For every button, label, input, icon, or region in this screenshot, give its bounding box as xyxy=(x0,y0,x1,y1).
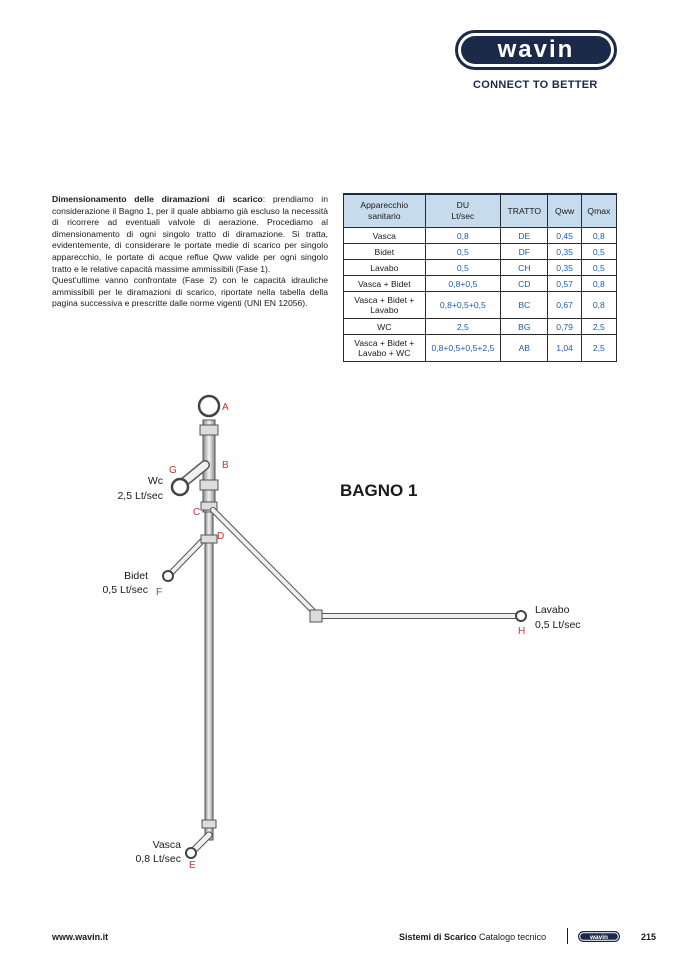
pipe-network xyxy=(163,396,526,858)
col-header-apparecchio: Apparecchio sanitario xyxy=(344,194,426,228)
table-row xyxy=(344,244,617,260)
cell-apparecchio: WC xyxy=(344,319,426,335)
fitting xyxy=(201,535,217,543)
point-label-c: C xyxy=(193,507,201,518)
footer-title: Sistemi di Scarico Catalogo tecnico xyxy=(399,932,547,942)
cell-apparecchio: Vasca + Bidet xyxy=(344,276,426,292)
opening-a xyxy=(199,396,219,416)
vasca-label: Vasca xyxy=(152,839,181,851)
point-label-a: A xyxy=(222,402,229,413)
bidet-label: Bidet xyxy=(124,570,148,582)
col-header-qww: Qww xyxy=(548,194,581,228)
opening-lavabo xyxy=(516,611,526,621)
page-number: 215 xyxy=(641,932,657,942)
wc-label: Wc xyxy=(147,475,163,487)
opening-bidet xyxy=(163,571,173,581)
cell-du: 0,5 xyxy=(425,260,501,276)
table-row xyxy=(344,276,617,292)
cell-tratto: BG xyxy=(501,319,548,335)
svg-text:wavin: wavin xyxy=(589,933,609,941)
table-row xyxy=(344,260,617,276)
cell-tratto: CH xyxy=(501,260,548,276)
point-label-h: H xyxy=(518,626,526,637)
sizing-table xyxy=(343,193,617,362)
cell-qww: 0,35 xyxy=(548,260,581,276)
bidet-flow: 0,5 Lt/sec xyxy=(102,584,148,596)
cell-apparecchio: Vasca xyxy=(344,228,426,244)
lavabo-label: Lavabo xyxy=(535,604,570,616)
fixture-labels xyxy=(102,475,580,865)
vasca-flow: 0,8 Lt/sec xyxy=(135,853,181,865)
table-row xyxy=(344,228,617,244)
table-header-row xyxy=(344,194,617,228)
cell-du: 0,8+0,5 xyxy=(425,276,501,292)
fitting xyxy=(202,820,216,828)
cell-qmax: 0,8 xyxy=(581,228,616,244)
cell-du: 0,5 xyxy=(425,244,501,260)
point-label-g: G xyxy=(169,465,177,476)
cell-qmax: 2,5 xyxy=(581,335,616,362)
col-header-tratto: TRATTO xyxy=(501,194,548,228)
cell-qmax: 0,5 xyxy=(581,244,616,260)
table-row xyxy=(344,292,617,319)
cell-du: 0,8 xyxy=(425,228,501,244)
opening-vasca xyxy=(186,848,196,858)
cell-qmax: 0,8 xyxy=(581,292,616,319)
table-body xyxy=(344,228,617,362)
cell-tratto: CD xyxy=(501,276,548,292)
table-row xyxy=(344,319,617,335)
bagno-1-diagram xyxy=(0,380,678,880)
footer-wavin-logo xyxy=(578,931,620,942)
cell-apparecchio: Vasca + Bidet + Lavabo xyxy=(344,292,426,319)
cell-du: 0,8+0,5+0,5 xyxy=(425,292,501,319)
stack-collar xyxy=(200,480,218,490)
cell-qmax: 2,5 xyxy=(581,319,616,335)
cell-tratto: DF xyxy=(501,244,548,260)
cell-du: 0,8+0,5+0,5+2,5 xyxy=(425,335,501,362)
cell-qmax: 0,8 xyxy=(581,276,616,292)
tagline: CONNECT TO BETTER xyxy=(473,79,598,91)
pipe-riser xyxy=(205,510,213,840)
cell-tratto: AB xyxy=(501,335,548,362)
cell-qww: 0,67 xyxy=(548,292,581,319)
cell-qww: 0,79 xyxy=(548,319,581,335)
cell-qww: 0,45 xyxy=(548,228,581,244)
fitting xyxy=(310,610,322,622)
cell-qww: 0,57 xyxy=(548,276,581,292)
lavabo-flow: 0,5 Lt/sec xyxy=(535,619,581,631)
footer-divider xyxy=(567,928,568,944)
point-label-d: D xyxy=(217,531,225,542)
svg-text:wavin: wavin xyxy=(497,36,575,63)
intro-paragraph-1: : prendiamo in considerazione il Bagno 1, per il quale abbiamo già escluso la necessità di ricorrere ad eventuali valvole di aerazione. Procediamo al dimensionamento di ogni singolo tratto di diramazione. Si tratta, evidentemente, di considerare le portate medie di scarico per singolo apparecchio, le portate di acque reflue Qww valide per ogni singolo tratto e le relative capacità massime ammissibili (Fase 1). xyxy=(52,194,328,274)
cell-apparecchio: Vasca + Bidet + Lavabo + WC xyxy=(344,335,426,362)
point-label-b: B xyxy=(222,460,229,471)
point-label-f: F xyxy=(156,587,163,598)
footer-url[interactable]: www.wavin.it xyxy=(52,932,109,942)
col-header-du: DU Lt/sec xyxy=(425,194,501,228)
intro-paragraph-2: Quest'ultime vanno confrontate (Fase 2) con le capacità idrauliche ammissibili per le diramazioni di scarico, riportate nella tabella della pagina successiva e prescritte dalle norme vigenti (UNI EN 12056). xyxy=(52,275,328,309)
cell-qww: 1,04 xyxy=(548,335,581,362)
cell-tratto: BC xyxy=(501,292,548,319)
cell-qmax: 0,5 xyxy=(581,260,616,276)
wc-flow: 2,5 Lt/sec xyxy=(117,490,163,502)
table-row xyxy=(344,335,617,362)
cell-du: 2,5 xyxy=(425,319,501,335)
diagram-title: BAGNO 1 xyxy=(340,481,418,500)
intro-text xyxy=(52,194,328,310)
intro-heading: Dimensionamento delle diramazioni di scarico xyxy=(52,194,263,204)
point-label-e: E xyxy=(189,860,196,871)
cell-apparecchio: Bidet xyxy=(344,244,426,260)
wavin-logo xyxy=(455,30,617,70)
cell-tratto: DE xyxy=(501,228,548,244)
stack-collar xyxy=(200,425,218,435)
opening-wc xyxy=(172,479,188,495)
cell-apparecchio: Lavabo xyxy=(344,260,426,276)
cell-qww: 0,35 xyxy=(548,244,581,260)
col-header-qmax: Qmax xyxy=(581,194,616,228)
